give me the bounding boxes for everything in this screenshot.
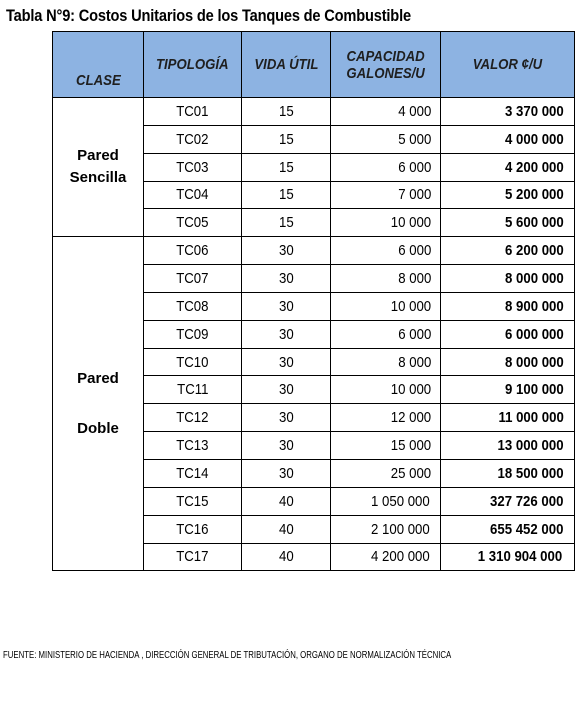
capacidad-cell: 7 000	[331, 181, 441, 209]
source-footer: FUENTE: MINISTERIO DE HACIENDA , DIRECCIÓN GENERAL DE TRIBUTACIÓN, ORGANO DE NORMALIZACIÓN TÉCNICA	[3, 650, 452, 661]
header-valor: VALOR ¢/U	[441, 32, 575, 98]
tipologia-cell: TC13	[144, 432, 242, 460]
vida-util-cell: 30	[242, 320, 331, 348]
clase-cell-sencilla	[53, 98, 144, 237]
clase-label-line1: Pared	[77, 369, 119, 387]
tipologia-cell: TC12	[144, 404, 242, 432]
valor-cell: 1 310 904 000	[441, 543, 575, 571]
capacidad-cell: 6 000	[331, 237, 441, 265]
table-title: Tabla N°9: Costos Unitarios de los Tanques de Combustible	[6, 6, 411, 25]
valor-cell: 327 726 000	[441, 487, 575, 515]
valor-cell: 6 000 000	[441, 320, 575, 348]
tipologia-cell: TC02	[144, 125, 242, 153]
capacidad-cell: 10 000	[331, 376, 441, 404]
valor-cell: 3 370 000	[441, 98, 575, 126]
vida-util-cell: 40	[242, 515, 331, 543]
capacidad-cell: 4 200 000	[331, 543, 441, 571]
tipologia-cell: TC06	[144, 237, 242, 265]
tipologia-cell: TC05	[144, 209, 242, 237]
valor-cell: 13 000 000	[441, 432, 575, 460]
valor-cell: 9 100 000	[441, 376, 575, 404]
tipologia-cell: TC10	[144, 348, 242, 376]
capacidad-cell: 6 000	[331, 153, 441, 181]
capacidad-cell: 5 000	[331, 125, 441, 153]
vida-util-cell: 15	[242, 209, 331, 237]
valor-cell: 655 452 000	[441, 515, 575, 543]
tipologia-cell: TC08	[144, 292, 242, 320]
valor-cell: 5 200 000	[441, 181, 575, 209]
tipologia-cell: TC17	[144, 543, 242, 571]
tank-cost-table	[52, 31, 575, 571]
clase-cell-doble	[53, 237, 144, 571]
valor-cell: 6 200 000	[441, 237, 575, 265]
header-vida-util: VIDA ÚTIL	[242, 32, 331, 98]
capacidad-cell: 12 000	[331, 404, 441, 432]
valor-cell: 5 600 000	[441, 209, 575, 237]
valor-cell: 8 000 000	[441, 348, 575, 376]
tipologia-cell: TC15	[144, 487, 242, 515]
vida-util-cell: 30	[242, 292, 331, 320]
capacidad-cell: 10 000	[331, 209, 441, 237]
clase-label-line2: Doble	[77, 419, 119, 437]
table-row	[53, 237, 575, 265]
vida-util-cell: 30	[242, 459, 331, 487]
vida-util-cell: 40	[242, 543, 331, 571]
valor-cell: 18 500 000	[441, 459, 575, 487]
vida-util-cell: 30	[242, 376, 331, 404]
vida-util-cell: 15	[242, 98, 331, 126]
valor-cell: 4 000 000	[441, 125, 575, 153]
header-clase: CLASE	[53, 32, 144, 98]
tipologia-cell: TC16	[144, 515, 242, 543]
clase-label-line1: Pared	[77, 147, 119, 165]
valor-cell: 8 000 000	[441, 265, 575, 293]
vida-util-cell: 40	[242, 487, 331, 515]
vida-util-cell: 15	[242, 181, 331, 209]
capacidad-cell: 8 000	[331, 265, 441, 293]
vida-util-cell: 30	[242, 348, 331, 376]
table-row	[53, 98, 575, 126]
vida-util-cell: 15	[242, 153, 331, 181]
tipologia-cell: TC04	[144, 181, 242, 209]
vida-util-cell: 15	[242, 125, 331, 153]
vida-util-cell: 30	[242, 432, 331, 460]
table-header-row	[53, 32, 575, 98]
tipologia-cell: TC09	[144, 320, 242, 348]
vida-util-cell: 30	[242, 237, 331, 265]
vida-util-cell: 30	[242, 404, 331, 432]
tipologia-cell: TC01	[144, 98, 242, 126]
capacidad-cell: 15 000	[331, 432, 441, 460]
capacidad-cell: 8 000	[331, 348, 441, 376]
capacidad-cell: 10 000	[331, 292, 441, 320]
valor-cell: 11 000 000	[441, 404, 575, 432]
clase-label-line2: Sencilla	[69, 169, 127, 187]
table-body	[53, 98, 575, 571]
tipologia-cell: TC07	[144, 265, 242, 293]
valor-cell: 8 900 000	[441, 292, 575, 320]
header-tipologia: TIPOLOGÍA	[144, 32, 242, 98]
header-capacidad: CAPACIDAD GALONES/U	[331, 32, 441, 98]
tipologia-cell: TC14	[144, 459, 242, 487]
valor-cell: 4 200 000	[441, 153, 575, 181]
capacidad-cell: 2 100 000	[331, 515, 441, 543]
capacidad-cell: 4 000	[331, 98, 441, 126]
tipologia-cell: TC03	[144, 153, 242, 181]
capacidad-cell: 25 000	[331, 459, 441, 487]
capacidad-cell: 6 000	[331, 320, 441, 348]
vida-util-cell: 30	[242, 265, 331, 293]
capacidad-cell: 1 050 000	[331, 487, 441, 515]
tipologia-cell: TC11	[144, 376, 242, 404]
